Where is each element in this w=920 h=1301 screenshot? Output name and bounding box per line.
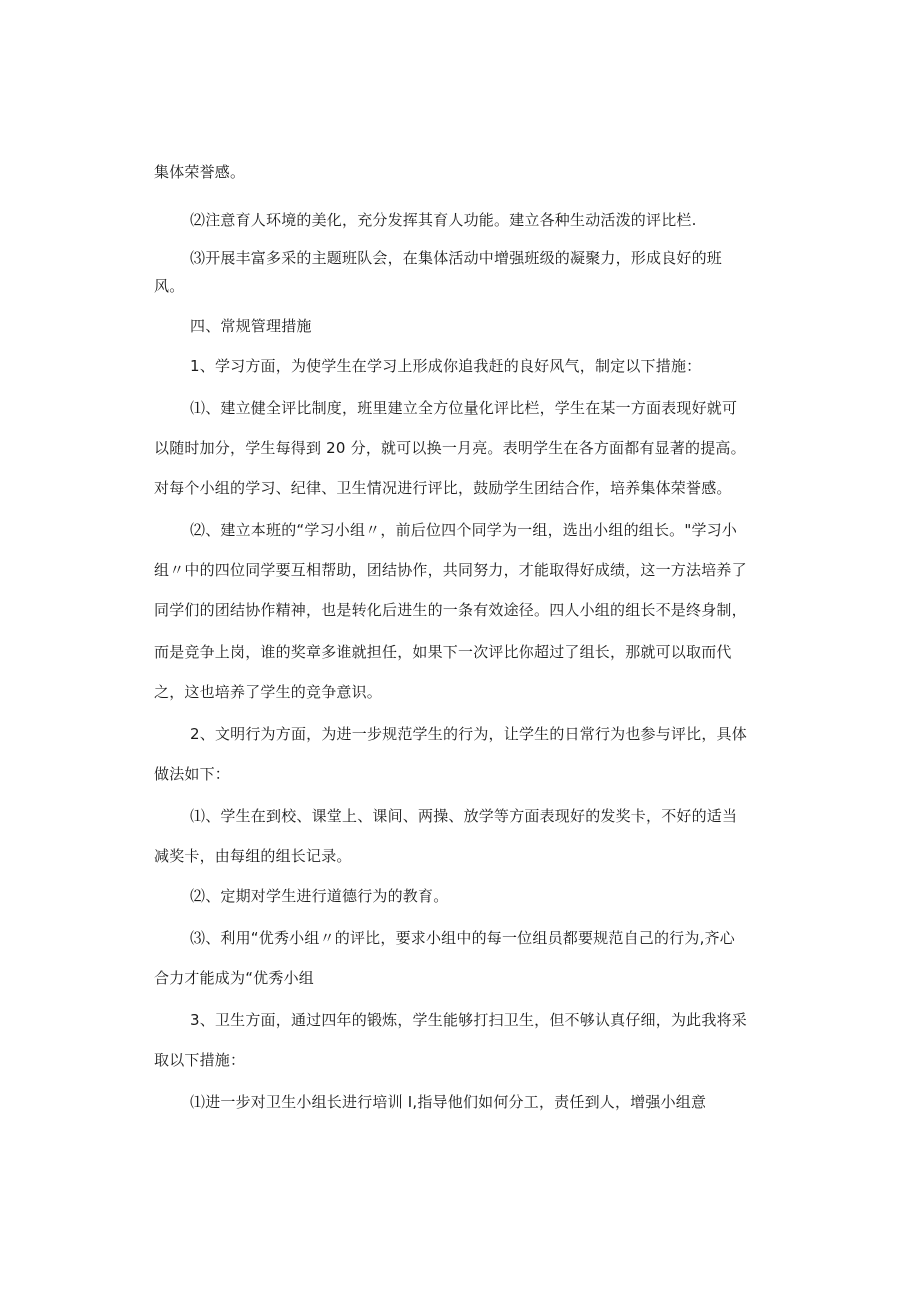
text-line: 而是竞争上岗，谁的奖章多谁就担任，如果下一次评比你超过了组长，那就可以取而代 <box>154 643 732 661</box>
text-line: ⑵、建立本班的“学习小组〃，前后位四个同学为一组，选出小组的组长。"学习小 <box>190 521 738 539</box>
text-line: 做法如下： <box>154 765 231 783</box>
text-line: 风。 <box>154 277 185 295</box>
text-line: 2、文明行为方面，为进一步规范学生的行为，让学生的日常行为也参与评比，具体 <box>190 725 747 743</box>
text-line: 对每个小组的学习、纪律、卫生情况进行评比，鼓励学生团结合作，培养集体荣誉感。 <box>154 479 732 497</box>
text-line: 以随时加分，学生每得到 20 分，就可以换一月亮。表明学生在各方面都有显著的提高。 <box>154 439 746 457</box>
text-line: 减奖卡，由每组的组长记录。 <box>154 847 352 865</box>
text-line: ⑴、学生在到校、课堂上、课间、两操、放学等方面表现好的发奖卡，不好的适当 <box>190 807 738 825</box>
text-line: 取以下措施： <box>154 1051 246 1069</box>
text-line: 3、卫生方面，通过四年的锻炼，学生能够打扫卫生，但不够认真仔细，为此我将采 <box>190 1011 747 1029</box>
text-line: 合力才能成为“优秀小组 <box>154 969 314 987</box>
text-line: ⑵注意育人环境的美化，充分发挥其育人功能。建立各种生动活泼的评比栏. <box>190 211 697 229</box>
text-line: 之，这也培养了学生的竞争意识。 <box>154 683 383 701</box>
text-line: ⑴、建立健全评比制度，班里建立全方位量化评比栏，学生在某一方面表现好就可 <box>190 399 738 417</box>
text-line: ⑶开展丰富多采的主题班队会，在集体活动中增强班级的凝聚力，形成良好的班 <box>190 249 723 267</box>
text-line: 集体荣誉感。 <box>154 163 246 181</box>
text-line: ⑵、定期对学生进行道德行为的教育。 <box>190 887 449 905</box>
text-line: 1、学习方面，为使学生在学习上形成你追我赶的良好风气，制定以下措施： <box>190 357 702 375</box>
text-line: ⑶、利用“优秀小组〃的评比，要求小组中的每一位组员都要规范自己的行为,齐心 <box>190 929 735 947</box>
text-line: 同学们的团结协作精神，也是转化后进生的一条有效途径。四人小组的组长不是终身制， <box>154 601 747 619</box>
text-line: 组〃中的四位同学要互相帮助，团结协作，共同努力，才能取得好成绩，这一方法培养了 <box>154 561 747 579</box>
text-line: ⑴进一步对卫生小组长进行培训 I,指导他们如何分工，责任到人，增强小组意 <box>190 1093 707 1111</box>
section-heading: 四、常规管理措施 <box>190 317 312 335</box>
